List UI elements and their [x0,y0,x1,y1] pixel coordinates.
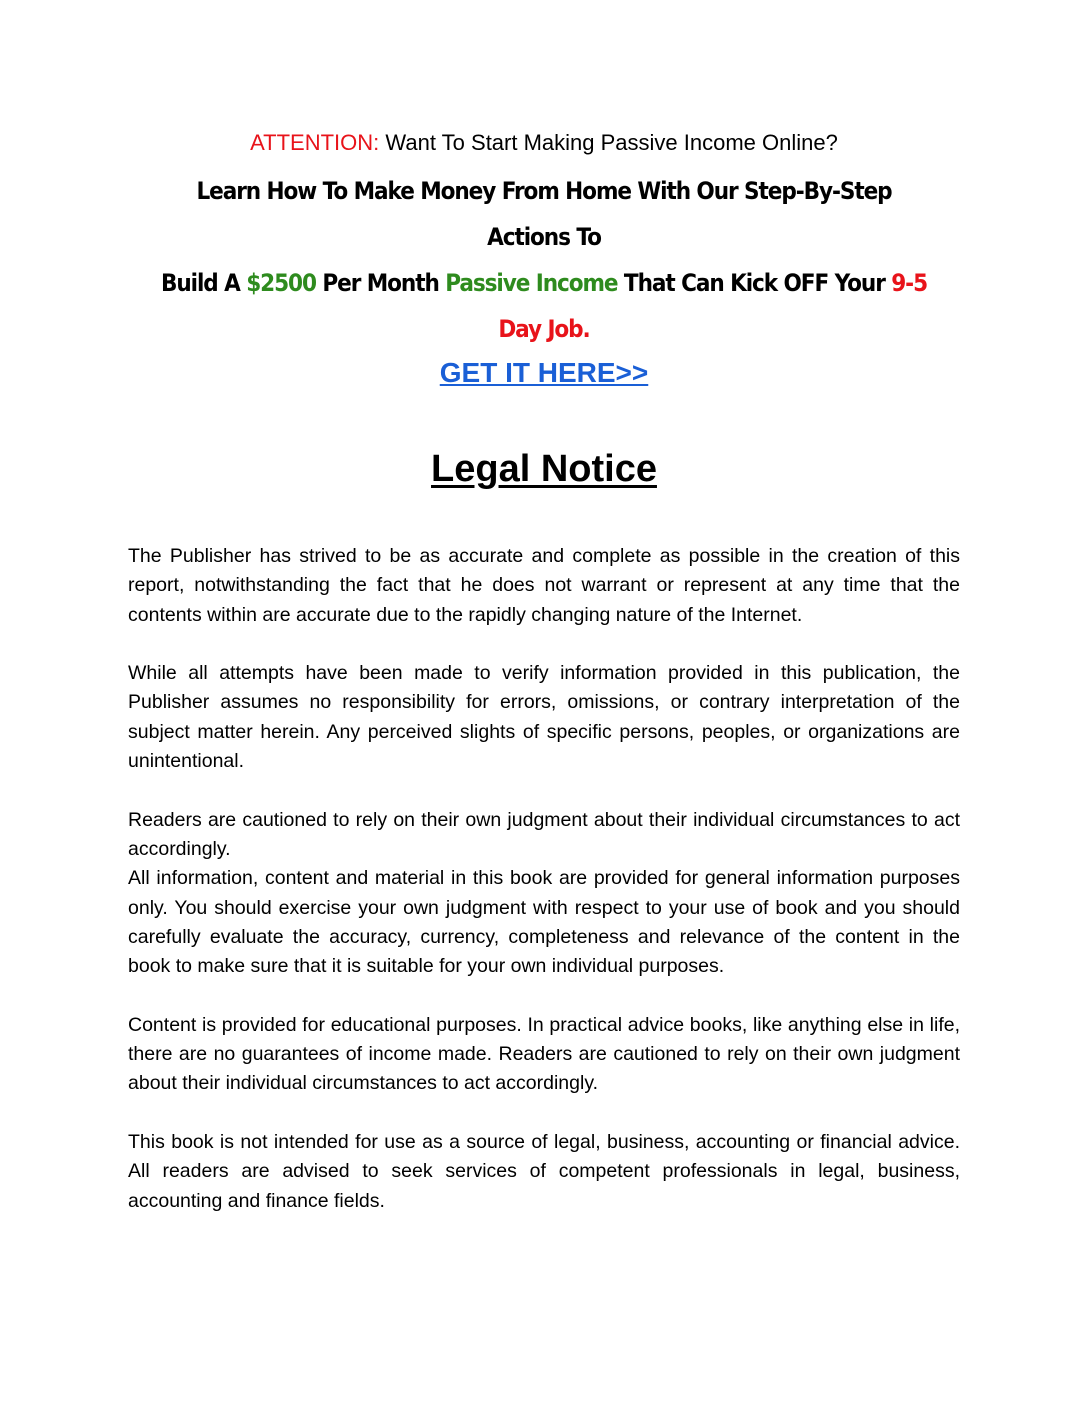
headline [144,168,943,352]
headline-text: Build A [160,269,247,297]
paragraph: The Publisher has strived to be as accurate and complete as possible in the creation of this report, notwithstanding the fact that he does not warrant or represent at any time that the contents within are accurate due to the rapidly changing nature of the Internet. [128,545,960,626]
headline-passive-income: Passive Income [445,269,618,297]
headline-text: That Can Kick OFF Your [617,269,892,297]
attention-line [0,128,1088,158]
attention-text: Want To Start Making Passive Income Online? [385,130,838,155]
headline-amount: $2500 [246,269,316,297]
headline-line-4: Day Job. [498,315,590,343]
legal-notice-title: Legal Notice [431,448,657,490]
paragraph: This book is not intended for use as a source of legal, business, accounting or financial advice. All readers are advised to seek services of competent professionals in legal, business, accounting and finance fields. [128,1130,960,1212]
paragraph: Readers are cautioned to rely on their own judgment about their individual circumstances to act accordingly. [128,808,960,860]
paragraph: Content is provided for educational purposes. In practical advice books, like anything else in life, there are no guarantees of income made. Readers are cautioned to rely on their own judgment about their individual circumstances to act accordingly. [128,1013,960,1095]
get-it-here-link[interactable]: GET IT HERE>> [439,357,649,388]
headline-hours: 9-5 [891,269,928,297]
attention-label: ATTENTION: [250,130,380,155]
headline-text: Per Month [315,269,446,297]
headline-line-2: Actions To [487,223,601,251]
legal-notice-body [128,542,960,1245]
headline-line-1: Learn How To Make Money From Home With Our Step-By-Step [196,177,892,205]
paragraph: While all attempts have been made to verify information provided in this publication, the Publisher assumes no responsibility for errors, omissions, or contrary interpretation of the subject matter herein. Any perceived slights of specific persons, peoples, or organizations are unintentional. [128,662,960,773]
headline-line-3 [144,260,943,306]
paragraph: All information, content and material in this book are provided for general information purposes only. You should exercise your own judgment with respect to your use of book and you should carefully evaluate the accuracy, currency, completeness and relevance of the content in the book to make sure that it is suitable for your own individual purposes. [128,867,960,978]
